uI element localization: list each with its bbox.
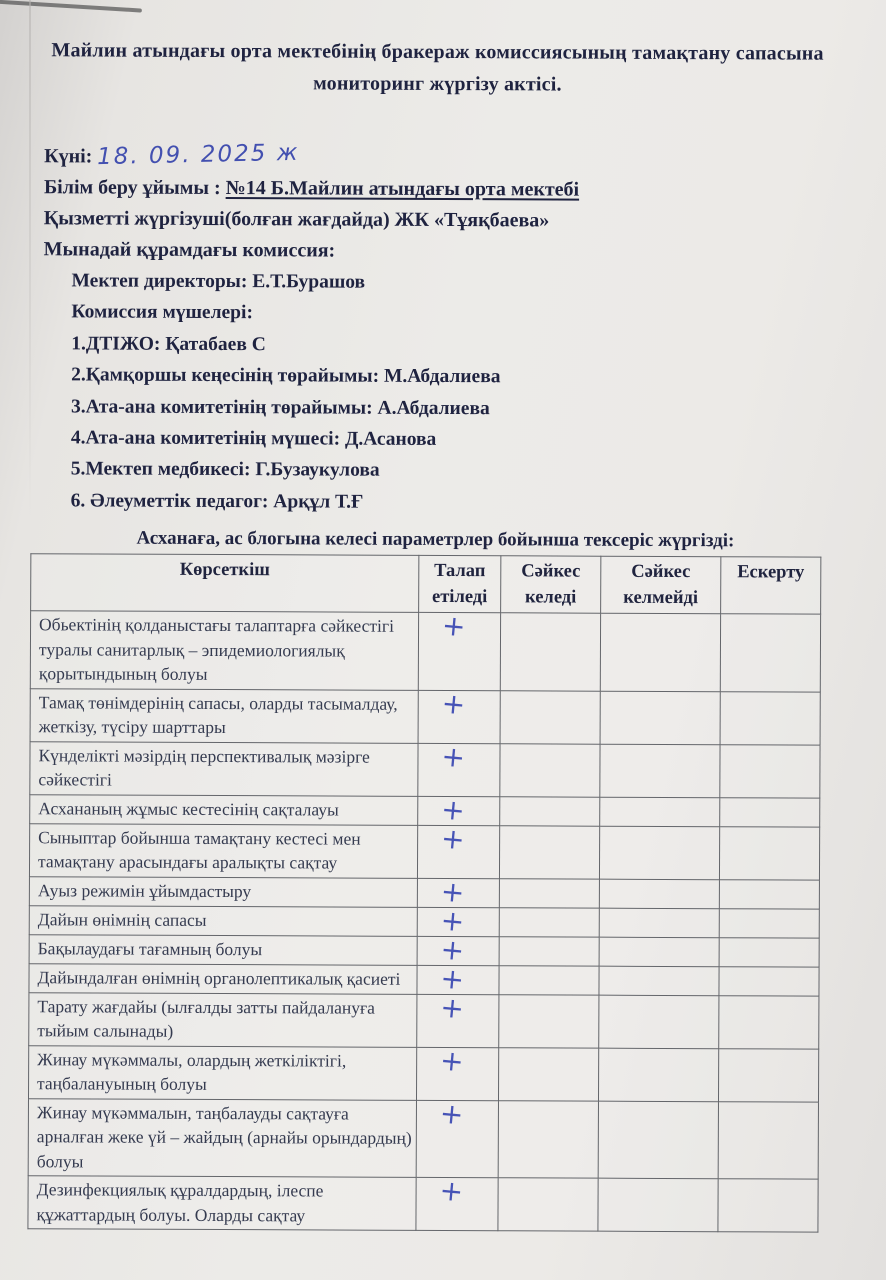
not-conforms-mark-cell <box>598 1048 718 1102</box>
conforms-mark-cell <box>499 825 599 878</box>
inspection-table <box>27 553 821 1232</box>
table-caption: Асханаға, ас блогына келесі параметрлер бойынша тексеріс жүргізді: <box>136 527 735 552</box>
note-cell <box>718 1179 818 1232</box>
required-mark-cell <box>418 608 500 691</box>
header-note: Ескерту <box>721 557 821 614</box>
required-mark-cell <box>418 792 500 828</box>
indicator-cell: Бақылаудағы тағамның болуы <box>29 934 417 965</box>
conforms-mark-cell <box>500 796 600 825</box>
table-row <box>28 1045 818 1101</box>
not-conforms-mark-cell <box>599 966 719 996</box>
indicator-cell: Асхананың жұмыс кестесінің сақталауы <box>30 794 418 825</box>
conforms-mark-cell <box>499 994 599 1047</box>
note-cell <box>720 614 820 692</box>
date-handwritten-value: 18. 09. 2025 ж <box>97 139 300 171</box>
conforms-mark-cell <box>498 1100 598 1178</box>
not-conforms-mark-cell <box>600 613 720 691</box>
date-line <box>44 140 830 175</box>
handwritten-plus-mark: + <box>438 1096 465 1132</box>
conforms-mark-cell <box>500 743 600 796</box>
table-row <box>28 1098 818 1179</box>
required-mark-cell <box>417 874 499 910</box>
required-mark-cell <box>416 1043 498 1100</box>
required-mark-cell <box>417 932 499 968</box>
table-row <box>29 876 819 908</box>
note-cell <box>720 691 820 744</box>
handwritten-plus-mark: + <box>439 874 466 910</box>
handwritten-plus-mark: + <box>439 821 466 857</box>
note-cell <box>719 908 819 937</box>
organization-value: №14 Б.Майлин атындағы орта мектебі <box>225 177 580 201</box>
header-row <box>31 554 821 614</box>
table-row <box>29 905 819 937</box>
note-cell <box>718 1048 818 1101</box>
header-indicator: Көрсеткіш <box>31 554 419 613</box>
indicator-cell: Жинау мүкәммалын, таңбалауды сақтауға арналған жеке үй – жайдың (арнайы орындардың) болуы <box>28 1098 416 1177</box>
conforms-mark-cell <box>498 1047 598 1100</box>
conforms-mark-cell <box>499 878 599 907</box>
handwritten-plus-mark: + <box>440 686 467 722</box>
required-mark-cell <box>416 1096 498 1178</box>
conforms-mark-cell <box>500 613 600 691</box>
header-conforms: Сәйкес келеді <box>501 556 601 613</box>
table-row <box>30 611 820 692</box>
not-conforms-mark-cell <box>598 1101 718 1179</box>
table-row <box>30 688 820 744</box>
conforms-mark-cell <box>499 936 599 965</box>
inspection-table-body <box>28 608 821 1232</box>
not-conforms-mark-cell <box>599 826 719 880</box>
required-mark-cell <box>417 990 499 1047</box>
organization-label: Білім беру ұйымы : <box>43 176 226 200</box>
required-mark-cell <box>418 686 500 743</box>
note-cell <box>720 797 820 826</box>
header-not-conforms: Сәйкес келмейді <box>601 556 721 614</box>
service-provider-line: Қызметті жүргізуші(болған жағдайда) ЖК «Тұяқбаева» <box>43 207 550 232</box>
indicator-cell: Дайындалған өнімнің органолептикалық қасиеті <box>29 963 417 994</box>
commission-member-line: Мектеп директоры: Е.Т.Бурашов <box>71 270 366 293</box>
commission-member-line: 5.Мектеп медбикесі: Г.Бузаукулова <box>70 458 380 482</box>
not-conforms-mark-cell <box>600 797 720 827</box>
table-row <box>30 741 820 797</box>
not-conforms-mark-cell <box>599 879 719 909</box>
not-conforms-mark-cell <box>599 908 719 938</box>
conforms-mark-cell <box>499 907 599 936</box>
commission-member-line: 3.Ата-ана комитетінің төрайымы: А.Абдалиева <box>70 395 490 419</box>
not-conforms-mark-cell <box>600 744 720 798</box>
note-cell <box>719 937 819 966</box>
handwritten-plus-mark: + <box>439 932 466 968</box>
note-cell <box>719 826 819 879</box>
conforms-mark-cell <box>499 965 599 994</box>
inspection-table-header <box>31 554 821 614</box>
table-row <box>29 823 819 879</box>
note-cell <box>719 966 819 995</box>
required-mark-cell <box>417 961 499 997</box>
commission-intro: Мынадай құрамдағы комиссия: <box>43 238 336 262</box>
not-conforms-mark-cell <box>599 995 719 1049</box>
note-cell <box>719 995 819 1048</box>
indicator-cell: Обьектінің қолданыстағы талаптарға сәйкестігі туралы санитарлық – эпидемиологиялық қорытындының болуы <box>30 611 418 690</box>
handwritten-plus-mark: + <box>439 792 467 828</box>
conforms-mark-cell <box>498 1178 598 1231</box>
indicator-cell: Сыныптар бойынша тамақтану кестесі мен тамақтану арасындағы аралықты сақтау <box>29 823 417 878</box>
note-cell <box>719 879 819 908</box>
commission-member-line: Комиссия мүшелері: <box>71 301 254 324</box>
note-cell <box>720 744 820 797</box>
indicator-cell: Ауыз режимін ұйымдастыру <box>29 876 417 907</box>
table-row <box>29 992 819 1048</box>
handwritten-plus-mark: + <box>438 961 466 997</box>
indicator-cell: Тамақ төнімдерінің сапасы, оларды тасымалдау, жеткізу, түсіру шарттары <box>30 688 418 743</box>
not-conforms-mark-cell <box>600 691 720 745</box>
handwritten-plus-mark: + <box>438 990 466 1026</box>
commission-member-line: 1.ДТІЖО: Қатабаев С <box>71 333 266 356</box>
commission-list <box>43 265 830 520</box>
handwritten-plus-mark: + <box>439 739 467 775</box>
required-mark-cell <box>418 739 500 796</box>
indicator-cell: Жинау мүкәммалы, олардың жеткіліктігі, таңбалануының болуы <box>28 1045 416 1100</box>
not-conforms-mark-cell <box>598 1178 718 1232</box>
indicator-cell: Дезинфекциялық құралдардың, ілеспе құжаттардың болуы. Оларды сақтау <box>28 1176 416 1231</box>
organization-line <box>44 172 830 206</box>
handwritten-plus-mark: + <box>439 903 466 939</box>
handwritten-plus-mark: + <box>438 1043 465 1079</box>
note-cell <box>718 1101 818 1179</box>
commission-member-line: 2.Қамқоршы кеңесінің төрайымы: М.Абдалиева <box>71 364 501 388</box>
table-row <box>30 794 820 826</box>
required-mark-cell <box>417 903 499 939</box>
handwritten-plus-mark: + <box>437 1173 465 1209</box>
table-row <box>29 963 819 995</box>
indicator-cell: Күнделікті мәзірдің перспективалық мәзірге сәйкестігі <box>30 741 418 796</box>
commission-member-line: 4.Ата-ана комитетінің мүшесі: Д.Асанова <box>70 427 437 450</box>
table-row <box>29 934 819 966</box>
document-title: Майлин атындағы орта мектебінің бракераж комиссиясының тамақтану сапасына мониторинг жүргізу актісі. <box>51 39 824 96</box>
header-required: Талап етіледі <box>419 556 501 613</box>
date-label: Күні: <box>44 145 93 168</box>
conforms-mark-cell <box>500 691 600 744</box>
not-conforms-mark-cell <box>599 937 719 967</box>
commission-member-line: 6. Әлеуметтік педагог: Арқұл Т.Ғ <box>70 490 364 513</box>
required-mark-cell <box>416 1173 498 1231</box>
table-row <box>28 1176 818 1232</box>
indicator-cell: Дайын өнімнің сапасы <box>29 905 417 936</box>
handwritten-plus-mark: + <box>440 608 467 644</box>
required-mark-cell <box>417 821 499 878</box>
indicator-cell: Тарату жағдайы (ылғалды затты пайдалануға тыйым салынады) <box>29 992 417 1047</box>
